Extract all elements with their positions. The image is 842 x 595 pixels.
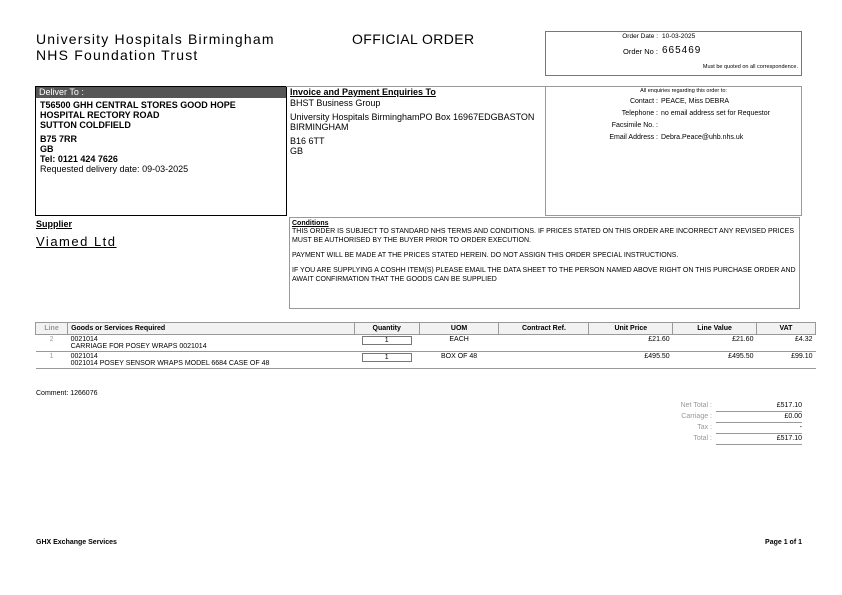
conditions-paragraph-2: PAYMENT WILL BE MADE AT THE PRICES STATED HEREIN. DO NOT ASSIGN THIS ORDER SPECIAL INSTRUCTIONS. xyxy=(292,252,679,259)
row-unit-price: £495.50 xyxy=(589,352,673,369)
totals-box xyxy=(650,401,802,445)
row-contract-ref xyxy=(499,352,589,369)
invoice-line1: BHST Business Group xyxy=(290,98,381,108)
supplier-name: Viamed Ltd xyxy=(36,234,117,249)
invoice-country: GB xyxy=(290,146,304,156)
invoice-enquiries-box xyxy=(286,86,545,215)
row-line-number: 2 xyxy=(36,335,68,352)
order-items-table xyxy=(35,322,816,369)
row-unit-price: £21.60 xyxy=(589,335,673,352)
email-value: Debra.Peace@uhb.nhs.uk xyxy=(661,134,744,141)
row-item-description: 0021014 POSEY SENSOR WRAPS MODEL 6684 CASE OF 48 xyxy=(70,360,270,367)
contact-value: PEACE, Miss DEBRA xyxy=(661,98,730,105)
deliver-to-box xyxy=(35,86,287,216)
column-header-unit-price: Unit Price xyxy=(589,323,673,335)
document-title: OFFICIAL ORDER xyxy=(352,31,475,47)
order-number-value: 665469 xyxy=(662,45,702,56)
column-header-goods: Goods or Services Required xyxy=(68,323,355,335)
telephone-value: no email address set for Requestor xyxy=(661,110,770,117)
conditions-paragraph-1: THIS ORDER IS SUBJECT TO STANDARD NHS TERMS AND CONDITIONS. IF PRICES STATED ON THIS ORDER ARE INCORRECT ANY REVISED PRICES MUST BE AUTHORISED BY THE BUYER PRIOR TO ORDER EXECUTION. xyxy=(292,228,795,244)
tax-label: Tax : xyxy=(697,424,712,431)
invoice-line2: University Hospitals BirminghamPO Box 16967EDGBASTON xyxy=(290,112,535,122)
row-vat: £99.10 xyxy=(756,352,815,369)
order-comment: Comment: 1266076 xyxy=(36,390,98,397)
row-goods xyxy=(68,352,355,369)
column-header-line-value: Line Value xyxy=(673,323,757,335)
row-goods xyxy=(68,335,355,352)
row-quantity: 1 xyxy=(362,336,412,345)
order-number-label: Order No : xyxy=(622,47,658,56)
deliver-to-heading: Deliver To : xyxy=(36,87,286,98)
net-total-label: Net Total : xyxy=(680,402,712,409)
column-header-line: Line xyxy=(36,323,68,335)
trust-name-line2: NHS Foundation Trust xyxy=(36,47,199,63)
deliver-country: GB xyxy=(40,144,54,154)
footer-service-name: GHX Exchange Services xyxy=(36,539,117,546)
invoice-postcode: B16 6TT xyxy=(290,136,325,146)
row-line-value: £495.50 xyxy=(673,352,757,369)
row-quantity-cell xyxy=(354,335,419,352)
order-note: Must be quoted on all correspondence. xyxy=(702,64,798,70)
column-header-vat: VAT xyxy=(756,323,815,335)
deliver-address-line2: SUTTON COLDFIELD xyxy=(40,120,131,130)
contact-label: Contact : xyxy=(629,98,658,105)
order-info-box xyxy=(545,31,802,76)
email-label: Email Address : xyxy=(609,134,658,141)
row-vat: £4.32 xyxy=(756,335,815,352)
conditions-box xyxy=(289,217,800,309)
requested-delivery-date: Requested delivery date: 09-03-2025 xyxy=(40,164,189,174)
table-header-row xyxy=(36,323,816,335)
column-header-contract-ref: Contract Ref. xyxy=(499,323,589,335)
conditions-paragraph-3: IF YOU ARE SUPPLYING A COSHH ITEM(S) PLEASE EMAIL THE DATA SHEET TO THE PERSON NAMED ABOVE RIGHT ON THIS PURCHASE ORDER AND AWAIT CONFIRMATION THAT THE GOODS CAN BE SUPPLIED xyxy=(292,267,796,283)
tax-value: - xyxy=(716,423,802,434)
row-uom: EACH xyxy=(419,335,499,352)
net-total-value: £517.10 xyxy=(716,401,802,412)
invoice-city: BIRMINGHAM xyxy=(290,122,349,132)
facsimile-label: Facsimile No. : xyxy=(611,122,658,129)
page-number: Page 1 of 1 xyxy=(765,539,802,546)
column-header-uom: UOM xyxy=(419,323,499,335)
order-date-label: Order Date : xyxy=(622,33,658,40)
deliver-telephone: Tel: 0121 424 7626 xyxy=(40,154,118,164)
row-item-code: 0021014 xyxy=(70,353,98,360)
deliver-address-line1: T56500 GHH CENTRAL STORES GOOD HOPE HOSPITAL RECTORY ROAD xyxy=(40,100,236,120)
conditions-heading: Conditions xyxy=(292,220,329,227)
contact-heading: All enquiries regarding this order to: xyxy=(640,88,727,94)
supplier-heading: Supplier xyxy=(36,219,73,229)
row-line-value: £21.60 xyxy=(673,335,757,352)
row-quantity: 1 xyxy=(362,353,412,362)
row-line-number: 1 xyxy=(36,352,68,369)
row-uom: BOX OF 48 xyxy=(419,352,499,369)
table-row xyxy=(36,335,816,352)
contact-box xyxy=(545,86,802,216)
total-value: £517.10 xyxy=(716,434,802,445)
row-contract-ref xyxy=(499,335,589,352)
table-row xyxy=(36,352,816,369)
column-header-quantity: Quantity xyxy=(354,323,419,335)
trust-name-line1: University Hospitals Birmingham xyxy=(36,31,275,47)
total-label: Total : xyxy=(693,435,712,442)
order-date-value: 10-03-2025 xyxy=(662,33,696,40)
invoice-heading: Invoice and Payment Enquiries To xyxy=(290,87,436,97)
telephone-label: Telephone : xyxy=(621,110,658,117)
carriage-value: £0.00 xyxy=(716,412,802,423)
row-item-code: 0021014 xyxy=(70,336,98,343)
trust-name xyxy=(36,31,275,63)
row-quantity-cell xyxy=(354,352,419,369)
row-item-description: CARRIAGE FOR POSEY WRAPS 0021014 xyxy=(70,343,207,350)
carriage-label: Carriage : xyxy=(681,413,712,420)
deliver-postcode: B75 7RR xyxy=(40,134,78,144)
